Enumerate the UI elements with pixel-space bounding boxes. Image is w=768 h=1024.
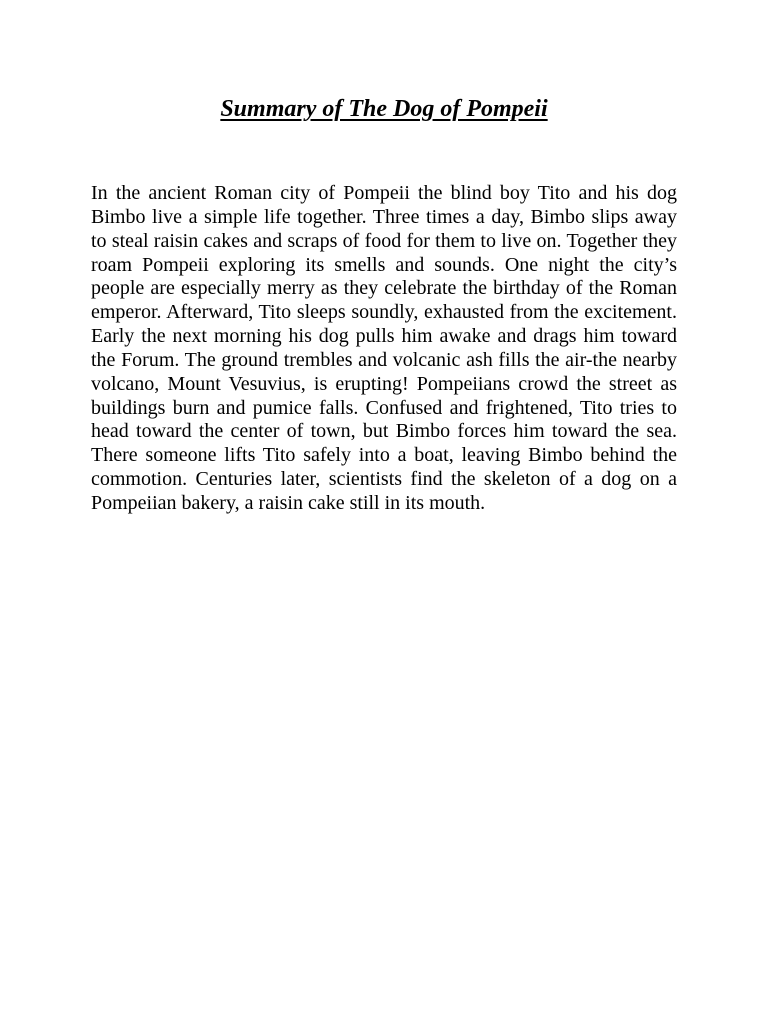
summary-paragraph: In the ancient Roman city of Pompeii the blind boy Tito and his dog Bimbo live a simple life together. Three times a day, Bimbo slips away to steal raisin cakes and scraps of food for them to live on. Together they roam Pompeii exploring its smells and sounds. One night the city’s people are especially merry as they celebrate the birthday of the Roman emperor. Afterward, Tito sleeps soundly, exhausted from the excitement. Early the next morning his dog pulls him awake and drags him toward the Forum. The ground trembles and volcanic ash fills the air-the nearby volcano, Mount Vesuvius, is erupting! Pompeiians crowd the street as buildings burn and pumice falls. Confused and frightened, Tito tries to head toward the center of town, but Bimbo forces him toward the sea. There someone lifts Tito safely into a boat, leaving Bimbo behind the commotion. Centuries later, scientists find the skeleton of a dog on a Pompeiian bakery, a raisin cake still in its mouth. (91, 182, 677, 514)
document-title: Summary of The Dog of Pompeii (220, 96, 548, 122)
